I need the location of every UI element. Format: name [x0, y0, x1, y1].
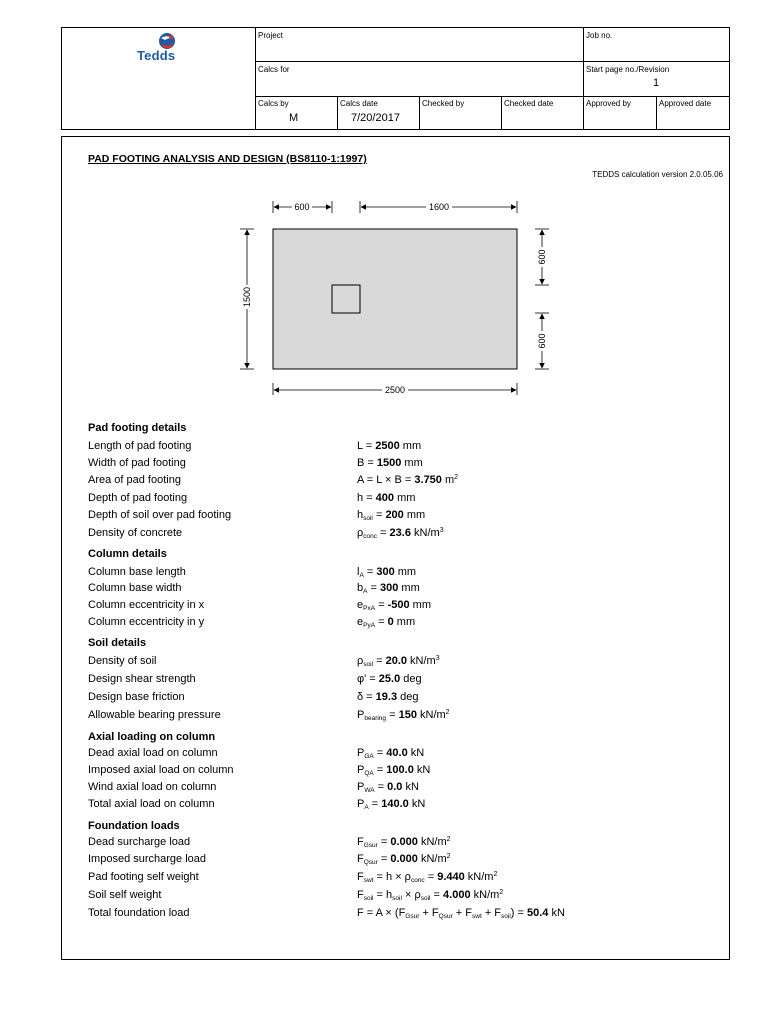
column-shape: [332, 285, 360, 313]
width-value: B = 1500 mm: [357, 457, 423, 469]
total-axial-value: $P_A = 140.0$ kN: [357, 798, 426, 811]
dim-label-1600: 1600: [428, 202, 450, 212]
base-friction-value: δ = 19.3 deg: [357, 691, 419, 703]
dim-label-600-top: 600: [537, 249, 547, 265]
imposed-axial-value: $P_{QA} = 100.0$ kN: [357, 764, 431, 777]
width-label: Width of pad footing: [88, 457, 186, 469]
soil-self-weight-label: Soil self weight: [88, 889, 162, 901]
dead-surcharge-value: $F_{Gsur} = 0.000$ $kN/m^2$: [357, 836, 451, 849]
area-label: Area of pad footing: [88, 474, 181, 486]
dim-label-600: 600: [294, 202, 310, 212]
imposed-surcharge-label: Imposed surcharge load: [88, 853, 207, 865]
checked-by-label: Checked by: [422, 99, 465, 108]
header-divider: [419, 96, 420, 130]
calcs-by-label: Calcs by: [258, 99, 289, 108]
dim-label-2500: 2500: [384, 385, 406, 395]
header-divider: [255, 61, 730, 62]
length-value: L = 2500 mm: [357, 440, 422, 452]
checked-date-label: Checked date: [504, 99, 554, 108]
concrete-density-label: Density of concrete: [88, 527, 183, 539]
soil-density-value: $\rho_{soil} = 20.0$ $kN/m^3$: [357, 655, 440, 668]
bearing-pressure-label: Allowable bearing pressure: [88, 709, 221, 721]
column-length-value: $l_A = 300$ mm: [357, 566, 417, 579]
depth-label: Depth of pad footing: [88, 492, 188, 504]
imposed-surcharge-value: $F_{Qsur} = 0.000$ $kN/m^2$: [357, 853, 451, 866]
calcs-date-value: 7/20/2017: [351, 112, 400, 124]
total-foundation-value: $F = A \times (F_{Gsur} + F_{Qsur} + F_{swt} + F_{soil}) = 50.4$ kN: [357, 907, 565, 920]
length-label: Length of pad footing: [88, 440, 192, 452]
calcs-by-value: M: [289, 112, 299, 124]
job-no-label: Job no.: [586, 31, 613, 40]
header-divider: [656, 96, 657, 130]
header-divider: [255, 28, 256, 130]
total-foundation-label: Total foundation load: [88, 907, 190, 919]
dead-axial-label: Dead axial load on column: [88, 747, 218, 759]
pad-self-weight-label: Pad footing self weight: [88, 871, 199, 883]
calcs-for-label: Calcs for: [258, 65, 290, 74]
logo-text: Tedds: [137, 48, 176, 63]
approved-date-label: Approved date: [659, 99, 712, 108]
header-divider: [255, 96, 730, 97]
base-friction-label: Design base friction: [88, 691, 185, 703]
imposed-axial-label: Imposed axial load on column: [88, 764, 234, 776]
ecc-y-label: Column eccentricity in y: [88, 616, 205, 628]
project-label: Project: [258, 31, 283, 40]
dim-label-1500: 1500: [242, 286, 252, 308]
header-box: [61, 27, 730, 130]
shear-strength-label: Design shear strength: [88, 673, 196, 685]
total-axial-label: Total axial load on column: [88, 798, 215, 810]
dead-axial-value: $P_{GA} = 40.0$ kN: [357, 747, 425, 760]
column-length-label: Column base length: [88, 566, 186, 578]
section-heading-foundation: Foundation loads: [88, 820, 180, 832]
section-heading-column: Column details: [88, 548, 167, 560]
section-heading-soil: Soil details: [88, 637, 147, 649]
soil-density-label: Density of soil: [88, 655, 157, 667]
pad-footing-shape: [273, 229, 517, 369]
soil-depth-value: $h_{soil} = 200$ mm: [357, 509, 426, 522]
calc-version: TEDDS calculation version 2.0.05.06: [592, 170, 723, 179]
pad-self-weight-value: $F_{swt} = h \times \rho_{conc} = 9.440$ $kN/m^2$: [357, 871, 498, 884]
ecc-x-label: Column eccentricity in x: [88, 599, 205, 611]
section-heading-pad: Pad footing details: [88, 422, 187, 434]
header-divider: [337, 96, 338, 130]
concrete-density-value: $\rho_{conc} = 23.6$ $kN/m^3$: [357, 527, 444, 540]
ecc-y-value: $e_{PyA} = 0$ mm: [357, 616, 416, 629]
tedds-logo: [138, 32, 182, 66]
dim-label-600-bottom: 600: [537, 333, 547, 349]
start-page-label: Start page no./Revision: [586, 65, 670, 74]
bearing-pressure-value: $P_{bearing} = 150$ $kN/m^2$: [357, 709, 450, 722]
column-width-value: $b_A = 300$ mm: [357, 582, 420, 595]
ecc-x-value: $e_{PxA} = -500$ mm: [357, 599, 432, 612]
wind-axial-value: $P_{WA} = 0.0$ kN: [357, 781, 419, 794]
approved-by-label: Approved by: [586, 99, 631, 108]
soil-self-weight-value: $F_{soil} = h_{soil} \times \rho_{soil} = 4.000$ $kN/m^2$: [357, 889, 504, 902]
header-divider: [501, 96, 502, 130]
shear-strength-value: φ' = 25.0 deg: [357, 673, 422, 685]
dead-surcharge-label: Dead surcharge load: [88, 836, 191, 848]
footing-plan-diagram: [230, 195, 560, 405]
doc-title: PAD FOOTING ANALYSIS AND DESIGN (BS8110-1:1997): [88, 153, 367, 165]
wind-axial-label: Wind axial load on column: [88, 781, 217, 793]
section-heading-axial: Axial loading on column: [88, 731, 216, 743]
soil-depth-label: Depth of soil over pad footing: [88, 509, 232, 521]
start-page-value: 1: [653, 77, 660, 89]
calcs-date-label: Calcs date: [340, 99, 378, 108]
header-divider: [583, 28, 584, 130]
column-width-label: Column base width: [88, 582, 182, 594]
area-value: A = L × B = 3.750 $m^2$: [357, 474, 459, 486]
depth-value: h = 400 mm: [357, 492, 416, 504]
